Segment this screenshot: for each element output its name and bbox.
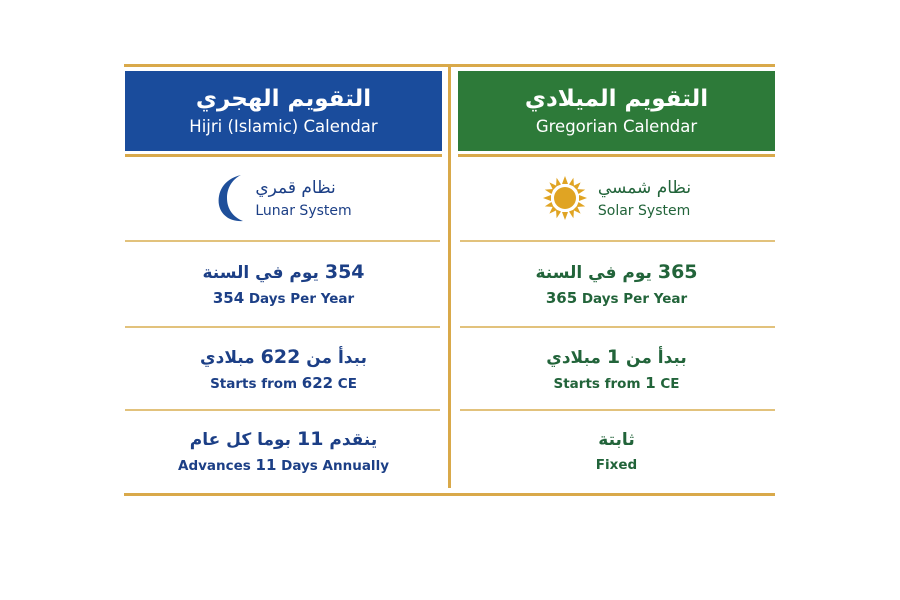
gregorian-start-en: Starts from 1 CE — [553, 373, 680, 392]
gregorian-title-ar: التقويم الميلادي — [524, 86, 709, 112]
gregorian-start-cell — [458, 328, 775, 409]
hijri-days-cell — [125, 242, 442, 326]
hijri-title-en: Hijri (Islamic) Calendar — [189, 117, 378, 136]
gregorian-header — [458, 71, 775, 151]
gregorian-system-ar: نظام شمسي — [597, 178, 692, 198]
hijri-header — [125, 71, 442, 151]
hijri-start-en: Starts from 622 CE — [210, 373, 357, 392]
gregorian-days-en: 365 Days Per Year — [545, 289, 688, 307]
bottom-rule — [124, 493, 775, 496]
hijri-days-en: 354 Days Per Year — [212, 289, 355, 307]
gregorian-start-ar: ببدأ من 1 مبلادي — [546, 345, 687, 368]
hijri-start-cell — [125, 328, 442, 409]
hijri-drift-cell — [125, 411, 442, 491]
sun-icon — [542, 175, 588, 221]
hijri-drift-en: Advances 11 Days Annually — [178, 456, 389, 474]
hijri-title-ar: التقويم الهجري — [195, 86, 372, 112]
center-divider — [448, 64, 451, 488]
hijri-start-ar: ببدأ من 622 مبلادي — [200, 345, 367, 368]
gregorian-drift-cell — [458, 411, 775, 491]
gregorian-drift-en: Fixed — [595, 457, 638, 473]
gregorian-header-rule — [458, 154, 775, 157]
gregorian-title-en: Gregorian Calendar — [535, 117, 698, 136]
gregorian-days-cell — [458, 242, 775, 326]
hijri-system-ar: نظام قمري — [255, 178, 336, 198]
crescent-moon-icon — [215, 173, 245, 223]
hijri-days-ar: 354 يوم في السنة — [202, 261, 365, 283]
hijri-header-rule — [125, 154, 442, 157]
gregorian-system-cell — [458, 158, 775, 238]
hijri-drift-ar: ينقدم 11 بوما كل عام — [189, 428, 378, 450]
gregorian-drift-ar: ثابتة — [598, 430, 635, 450]
hijri-system-cell — [125, 158, 442, 238]
hijri-system-en: Lunar System — [255, 203, 352, 219]
gregorian-system-en: Solar System — [597, 203, 691, 219]
gregorian-days-ar: 365 يوم في السنة — [535, 261, 698, 283]
